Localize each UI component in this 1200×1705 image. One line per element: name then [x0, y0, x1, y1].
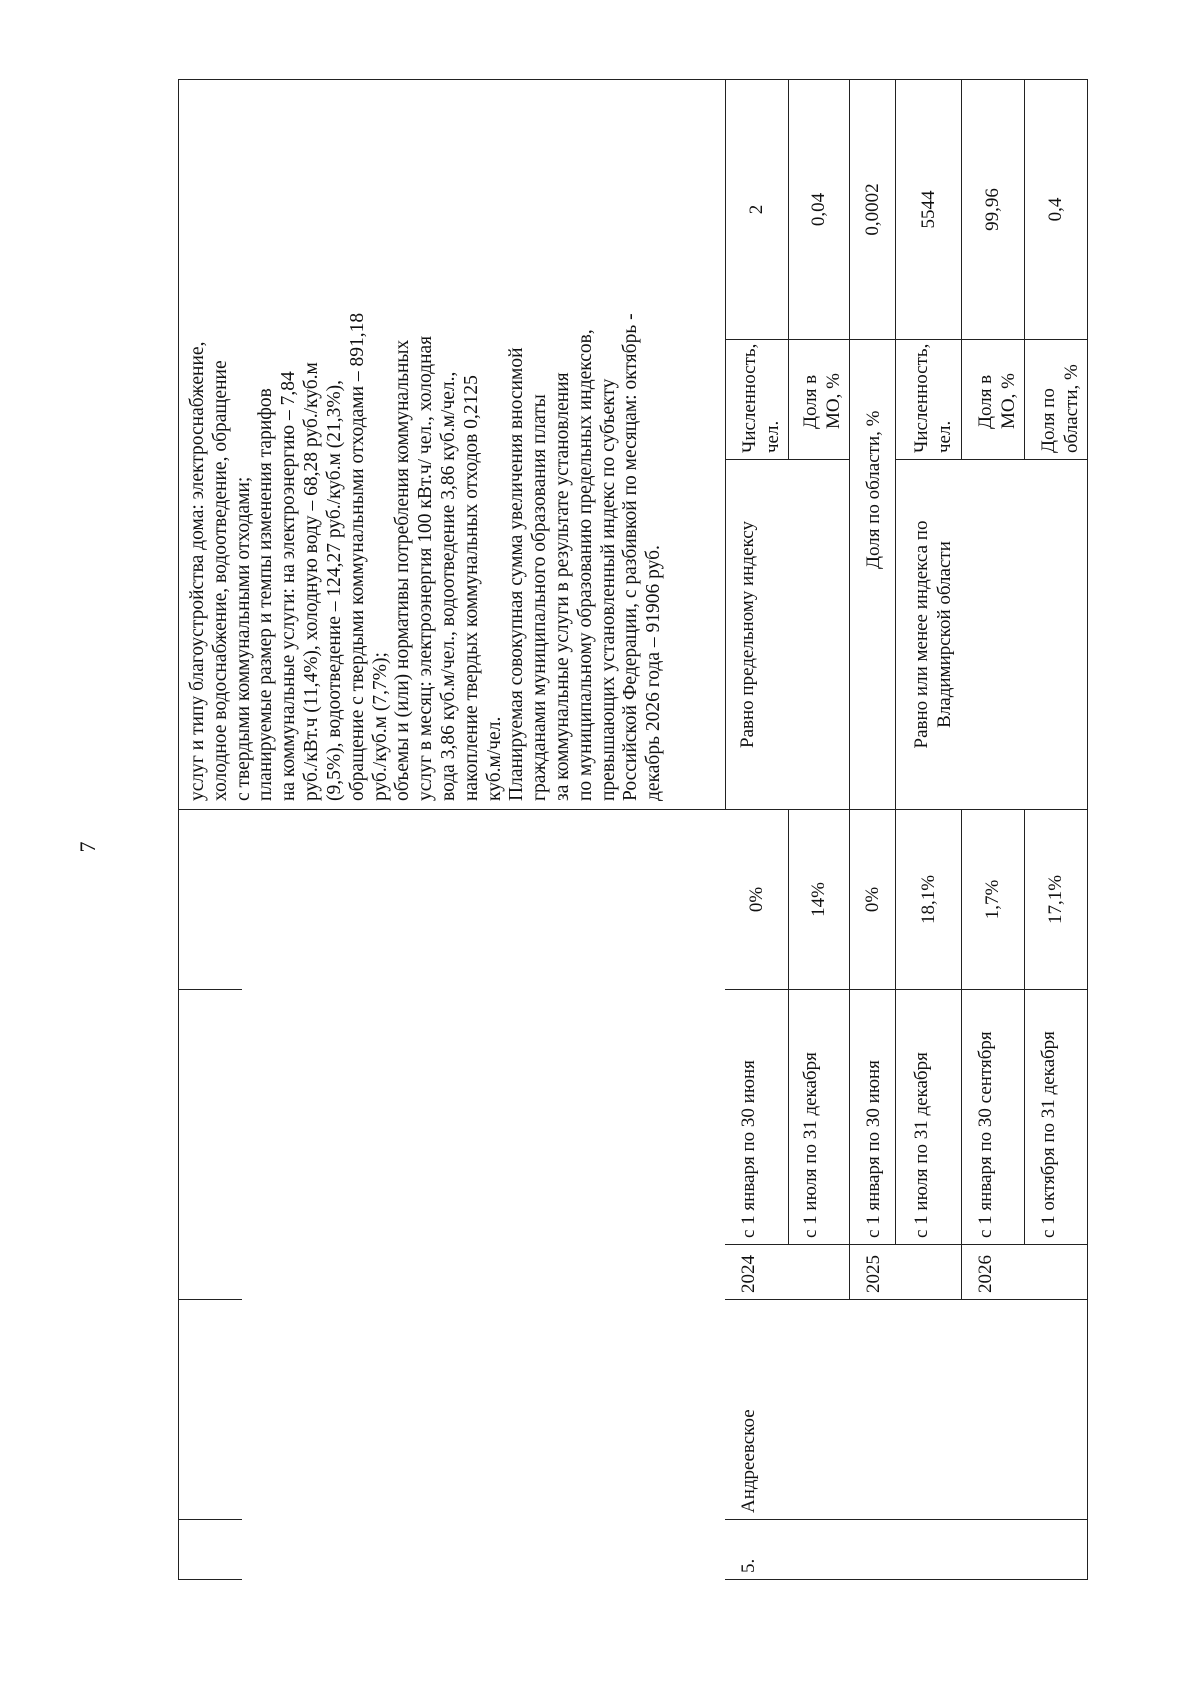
description-line: накопление твердых коммунальных отходов 0,2125 — [460, 375, 482, 801]
group-label: Равно предельному индексу — [725, 460, 850, 810]
empty-cell — [242, 810, 725, 1580]
empty-cell — [179, 1520, 243, 1580]
rotated-table-region — [178, 80, 1108, 1580]
year-cell: 2024 — [725, 1245, 850, 1300]
empty-cell — [179, 990, 243, 1300]
description-line: Российской Федерации, с разбивкой по месяцам: октябрь - — [620, 313, 642, 801]
period-label: с 1 января по 30 сентября — [961, 990, 1024, 1245]
description-line: услуг в месяц: электроэнергия 100 кВт.ч/ чел., холодная — [415, 335, 437, 801]
metric-name: Численность, чел. — [896, 340, 961, 460]
description-line: по муниципальному образованию предельных индексов, — [574, 329, 596, 801]
description-line: за коммунальные услуги в результате установления — [552, 372, 573, 801]
period-label: с 1 июля по 31 декабря — [896, 990, 961, 1245]
period-value: 1,7% — [961, 810, 1024, 990]
metric-value: 0,04 — [788, 79, 849, 339]
description-line: декабрь 2026 года – 91906 руб. — [643, 545, 665, 801]
description-line: холодное водоснабжение, водоотведение, обращение — [209, 360, 231, 801]
period-value: 17,1% — [1024, 810, 1087, 990]
period-label: с 1 января по 30 июня — [725, 990, 788, 1245]
metric-value: 0,4 — [1024, 79, 1087, 339]
period-value: 18,1% — [896, 810, 961, 990]
row-number: 5. — [725, 1520, 1088, 1580]
period-value: 0% — [725, 810, 788, 990]
description-line: руб./куб.м (7,7%); — [369, 652, 391, 801]
description-line: услуг и типу благоустройства дома: электроснабжение, — [187, 341, 208, 801]
metric-name: Доля по области, % — [850, 340, 896, 810]
period-value: 0% — [850, 810, 896, 990]
metric-value: 99,96 — [961, 79, 1024, 339]
period-label: с 1 октября по 31 декабря — [1024, 990, 1087, 1245]
group-label: Равно или менее индекса по Владимирской области — [896, 460, 1088, 810]
municipality-name: Андреевское — [725, 1300, 1088, 1520]
metric-name: Доля по области, % — [1024, 340, 1087, 460]
metric-name: Доля в МО, % — [961, 340, 1024, 460]
description-line: вода 3,86 куб.м/чел., водоотведение 3,86 куб.м/чел., — [437, 371, 459, 801]
description-line: планируемые размер и темпы изменения тарифов — [255, 388, 277, 801]
year-cell: 2025 — [850, 1245, 961, 1300]
year-cell: 2026 — [961, 1245, 1088, 1300]
metric-value: 2 — [725, 79, 788, 339]
period-value: 14% — [788, 810, 849, 990]
empty-cell — [179, 810, 243, 990]
metric-name: Численность, чел. — [725, 340, 788, 460]
description-line: куб.м/чел. — [483, 716, 505, 801]
metric-value: 5544 — [896, 79, 961, 339]
period-label: с 1 января по 30 июня — [850, 990, 896, 1245]
empty-cell — [179, 1300, 243, 1520]
tariff-table — [178, 79, 1088, 1580]
description-line: гражданами муниципального образования платы — [529, 394, 551, 801]
description-cell — [179, 79, 726, 809]
description-line: руб./кВт.ч (11,4%), холодную воду – 68,28 руб./куб.м — [301, 362, 323, 801]
description-line: на коммунальные услуги: на электроэнергию – 7,84 — [278, 371, 300, 801]
description-line: объемы и (или) нормативы потребления коммунальных — [392, 339, 414, 801]
metric-value: 0,0002 — [850, 79, 896, 339]
table-row-top-continuation — [179, 79, 243, 1579]
description-line: (9,5%), водоотведение – 124,27 руб./куб.м (21,3%), — [323, 379, 345, 801]
metric-name: Доля в МО, % — [788, 340, 849, 460]
description-line: Планируемая совокупная сумма увеличения вносимой — [506, 347, 528, 801]
description-line: превышающих установленный индекс по субъекту — [597, 378, 619, 801]
table-row — [725, 79, 788, 1579]
page-number: 7 — [75, 841, 100, 853]
description-line: с твердыми коммунальными отходами; — [232, 476, 254, 801]
period-label: с 1 июля по 31 декабря — [788, 990, 849, 1245]
description-line: обращение с твердыми коммунальными отходами – 891,18 — [346, 312, 368, 801]
